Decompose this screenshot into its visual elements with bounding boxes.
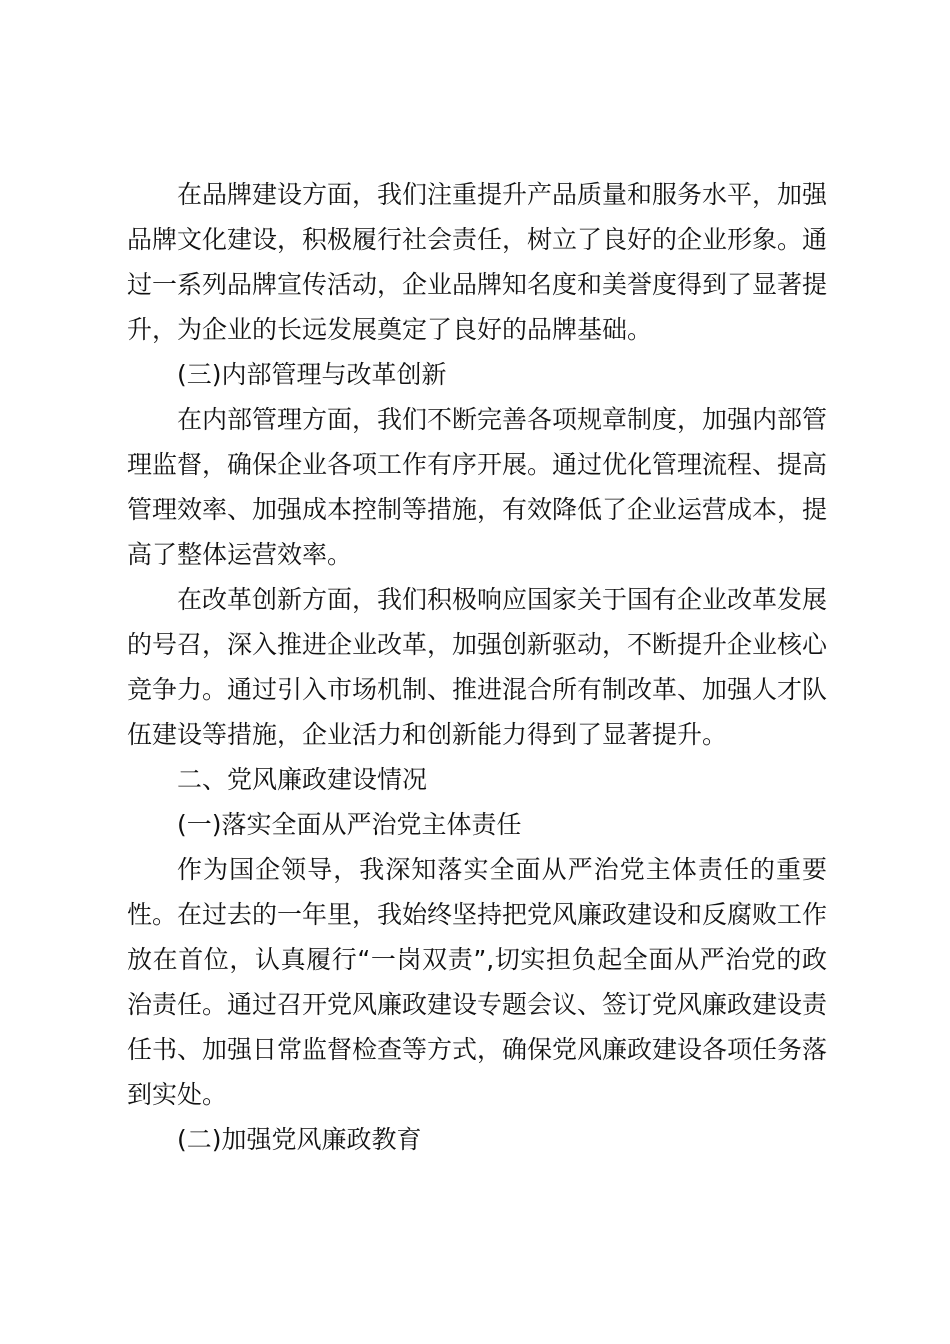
paragraph-reform-innovation: 在改革创新方面，我们积极响应国家关于国有企业改革发展的号召，深入推进企业改革，加强创新驱动，不断提升企业核心竞争力。通过引入市场机制、推进混合所有制改革、加强人才队伍建设等措施，企业活力和创新能力得到了显著提升。 [127,585,828,749]
section-heading-integrity-education: (二)加强党风廉政教育 [177,1125,422,1154]
paragraph-main-responsibility: 作为国企领导，我深知落实全面从严治党主体责任的重要性。在过去的一年里，我始终坚持把党风廉政建设和反腐败工作放在首位，认真履行“一岗双责”,切实担负起全面从严治党的政治责任。通过召开党风廉政建设专题会议、签订党风廉政建设责任书、加强日常监督检查等方式，确保党风廉政建设各项任务落到实处。 [127,855,828,1109]
section-heading-main-responsibility: (一)落实全面从严治党主体责任 [177,810,522,839]
paragraph-brand-building: 在品牌建设方面，我们注重提升产品质量和服务水平，加强品牌文化建设，积极履行社会责任，树立了良好的企业形象。通过一系列品牌宣传活动，企业品牌知名度和美誉度得到了显著提升，为企业的长远发展奠定了良好的品牌基础。 [127,180,828,344]
chapter-heading-party-conduct: 二、党风廉政建设情况 [177,765,428,794]
section-heading-internal-management: (三)内部管理与改革创新 [177,360,447,389]
document-body [127,172,827,1162]
paragraph-internal-management: 在内部管理方面，我们不断完善各项规章制度，加强内部管理监督，确保企业各项工作有序开展。通过优化管理流程、提高管理效率、加强成本控制等措施，有效降低了企业运营成本，提高了整体运营效率。 [127,405,828,569]
